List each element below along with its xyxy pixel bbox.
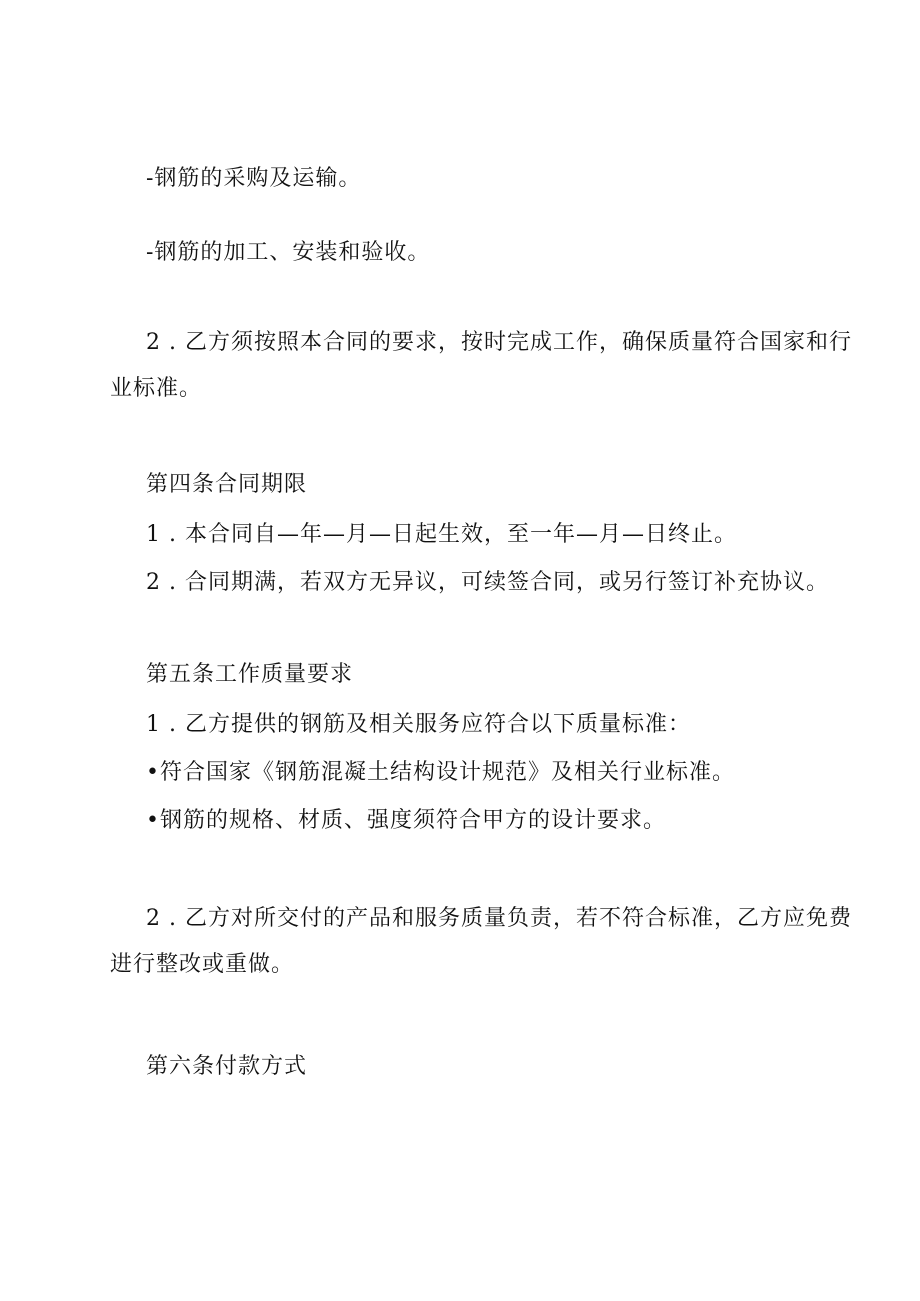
bullet-item: •钢筋的规格、材质、强度须符合甲方的设计要求。	[146, 808, 666, 833]
bullet-item: •符合国家《钢筋混凝土结构设计规范》及相关行业标准。	[146, 760, 735, 785]
paragraph-line: 2 . 合同期满，若双方无异议，可续签合同，或另行签订补充协议。	[146, 570, 829, 595]
paragraph-line: 1 . 乙方提供的钢筋及相关服务应符合以下质量标准：	[146, 712, 691, 737]
paragraph-line: 2 . 乙方须按照本合同的要求，按时完成工作，确保质量符合国家和行	[146, 330, 852, 355]
section-heading: 第五条工作质量要求	[146, 662, 354, 687]
list-item: -钢筋的加工、安装和验收。	[146, 240, 431, 265]
paragraph-line: 1 . 本合同自—年—月—日起生效，至一年—月—日终止。	[146, 522, 737, 547]
paragraph-line: 2 . 乙方对所交付的产品和服务质量负责，若不符合标准，乙方应免费	[146, 906, 852, 931]
paragraph-line: 进行整改或重做。	[110, 952, 295, 977]
section-heading: 第四条合同期限	[146, 472, 308, 497]
list-item: -钢筋的采购及运输。	[146, 166, 362, 191]
section-heading: 第六条付款方式	[146, 1054, 308, 1079]
paragraph-line: 业标准。	[110, 376, 203, 401]
